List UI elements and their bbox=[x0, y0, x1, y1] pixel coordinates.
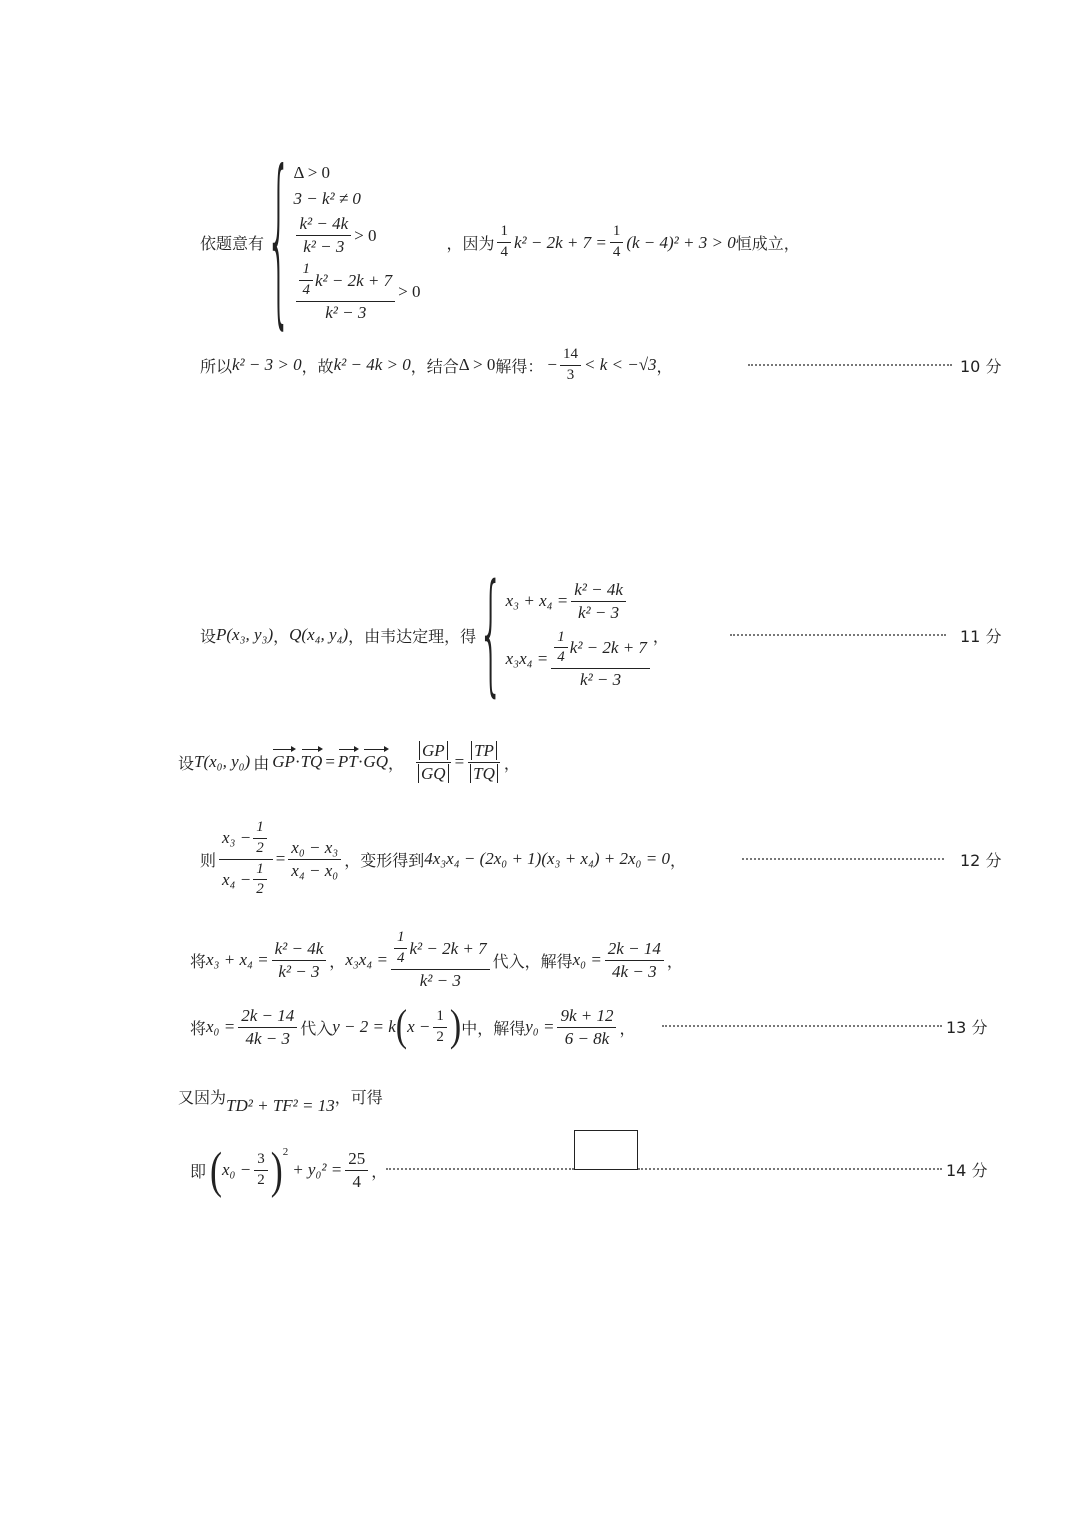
y0-lead: 将 bbox=[190, 1018, 207, 1038]
y0-comma: ， bbox=[619, 1018, 636, 1038]
dots-13 bbox=[662, 1025, 942, 1027]
sub-sum-fraction: $\frac{\text{k² − 4k}}{\text{k² − 3}}$ bbox=[272, 940, 327, 981]
cond4-relation: > 0 bbox=[398, 281, 421, 301]
result-comma: ， bbox=[656, 356, 673, 376]
so-expr: k² − 3 > 0 bbox=[232, 355, 302, 374]
sub-comma: ， bbox=[329, 951, 346, 971]
vieta-brace: { bbox=[478, 559, 504, 711]
transform-text: ，变形得到 bbox=[344, 850, 425, 870]
transform-line bbox=[200, 815, 686, 903]
sep-comma: ， bbox=[273, 626, 290, 646]
dots-11 bbox=[730, 634, 946, 636]
solve-text: 解得： bbox=[495, 356, 544, 376]
circle-rhs: $\frac{25}{4}$ bbox=[345, 1150, 368, 1191]
circle-square: 2 bbox=[282, 1146, 289, 1158]
condition-system-line bbox=[200, 136, 800, 349]
cond-delta: Δ > 0 bbox=[293, 163, 331, 183]
x0-lhs: x₀ = bbox=[572, 950, 602, 969]
ratio-right: $\frac{TP}{TQ}$ bbox=[467, 742, 501, 783]
cond3-relation: > 0 bbox=[354, 225, 377, 245]
quarter-fraction: $\frac{1}{4}$ bbox=[497, 224, 511, 261]
point-p: P(x₃, y₃) bbox=[216, 625, 274, 644]
combine-expr: Δ > 0 bbox=[458, 355, 496, 374]
condition-system bbox=[264, 136, 421, 349]
score-10: 10 分 bbox=[960, 357, 1002, 376]
dots-12 bbox=[742, 858, 944, 860]
by-text: 由 bbox=[253, 753, 270, 773]
sub-prod-fraction: $\frac{1}{4}$ k² − 2k + 7 k² − 3 bbox=[391, 930, 490, 989]
always-true-text: 恒成立， bbox=[735, 234, 800, 253]
therefore-text: ，故 bbox=[301, 356, 334, 376]
score-13: 13 分 bbox=[946, 1018, 988, 1037]
left-brace: { bbox=[266, 136, 292, 349]
result-line-10 bbox=[200, 342, 673, 388]
transform-comma: ， bbox=[669, 850, 686, 870]
set-text: 设 bbox=[200, 626, 217, 646]
right-ratio: $\frac{\text{x₀ − x₃}}{\text{x₄ − x₀}}$ bbox=[288, 839, 341, 880]
y0-lhs: y₀ = bbox=[525, 1017, 555, 1036]
result-minus: − bbox=[547, 355, 557, 374]
equals-12: = bbox=[275, 849, 286, 868]
score-14: 14 分 bbox=[946, 1161, 988, 1180]
vector-gp: GP bbox=[272, 752, 295, 771]
substitute-line bbox=[190, 925, 683, 995]
vector-line: 设 T(x₀, y₀) 由 GP · TQ = PT · GQ ， $\frac{GP}{GQ}$ = $\frac{TP}{TQ}$ ， bbox=[178, 740, 520, 783]
vector-gq: GQ bbox=[363, 752, 388, 771]
ratio-comma: ， bbox=[503, 753, 520, 773]
vieta-text: ，由韦达定理，得 bbox=[348, 626, 477, 646]
circle-frac: $\frac{3}{2}$ bbox=[254, 1152, 268, 1189]
combine-text: ，结合 bbox=[410, 356, 459, 376]
identity-left: k² − 2k + 7 = bbox=[513, 232, 607, 252]
left-ratio: x₃ − $\frac{1}{2}$ x₄ − $\frac{1}{2}$ bbox=[219, 820, 273, 898]
sub-prod-lhs: x₃x₄ = bbox=[345, 950, 388, 969]
blank-answer-box[interactable] bbox=[574, 1130, 638, 1170]
result-fraction: $\frac{14}{3}$ bbox=[560, 347, 581, 384]
x0-comma: ， bbox=[666, 951, 683, 971]
line-eq-left: y − 2 = k bbox=[332, 1017, 396, 1036]
score-12: 12 分 bbox=[960, 851, 1002, 870]
point-t: T(x₀, y₀) bbox=[194, 752, 251, 771]
circle-x-part: x₀ − bbox=[222, 1160, 252, 1179]
dots-10 bbox=[748, 364, 952, 366]
set-t-text: 设 bbox=[178, 753, 195, 773]
y0-solve-text: 中，解得 bbox=[461, 1018, 526, 1038]
cond-nonzero: 3 − k² ≠ 0 bbox=[293, 189, 361, 209]
y0-x0-fraction: $\frac{2k - 14}{4k - 3}$ bbox=[238, 1007, 297, 1048]
line-half: $\frac{1}{2}$ bbox=[433, 1009, 447, 1046]
vieta-comma: ， bbox=[652, 626, 669, 646]
because-text: ，因为 bbox=[446, 234, 495, 253]
vieta-system bbox=[476, 559, 653, 711]
distance-line bbox=[178, 1085, 383, 1115]
sum-fraction: $\frac{\text{k² − 4k}}{\text{k² − 3}}$ bbox=[571, 581, 626, 622]
equals: = bbox=[325, 752, 335, 771]
dot-1: · bbox=[294, 752, 301, 771]
prod-fraction: $\frac{1}{4}$ k² − 2k + 7 k² − 3 bbox=[551, 630, 650, 689]
namely-text: 即 bbox=[190, 1161, 207, 1181]
ratio-left: $\frac{GP}{GQ}$ bbox=[415, 742, 452, 783]
circle-line: 即 ( x₀ − $\frac{3}{2}$ ) 2 + y₀² = $\frac{25}{4}$ ， bbox=[190, 1142, 388, 1198]
cond4-fraction: $\frac{1}{4}$ k² − 2k + 7 k² − 3 bbox=[296, 262, 395, 321]
quarter-fraction-2: $\frac{1}{4}$ bbox=[610, 224, 624, 261]
prod-lhs: x₃x₄ = bbox=[505, 649, 549, 669]
score-11: 11 分 bbox=[960, 627, 1002, 646]
vector-tq: TQ bbox=[300, 752, 323, 771]
distance-equation: TD² + TF² = 13 bbox=[226, 1096, 335, 1115]
dots-14a bbox=[386, 1168, 574, 1170]
sum-lhs: x₃ + x₄ = bbox=[505, 591, 569, 611]
line-eq-inner: x − bbox=[407, 1017, 431, 1036]
y0-fraction: $\frac{9k + 12}{6 - 8k}$ bbox=[557, 1007, 616, 1048]
can-get-text: ，可得 bbox=[334, 1088, 383, 1107]
y0-line: 将 x₀ = $\frac{2k - 14}{4k - 3}$ 代入 y − 2 = k ( x − $\frac{1}{2}$ ) 中，解得 y₀ = $\frac{9k + 12}{6 - 8k}$ ， bbox=[190, 1002, 636, 1051]
x0-fraction: $\frac{2k - 14}{4k - 3}$ bbox=[605, 940, 664, 981]
circle-plus: + y₀² = bbox=[292, 1160, 343, 1179]
y0-sub-text: 代入 bbox=[300, 1018, 333, 1038]
sub-sum-lhs: x₃ + x₄ = bbox=[206, 950, 269, 969]
cond3-fraction: $\frac{\text{k² − 4k}}{\text{k² − 3}}$ bbox=[296, 215, 351, 256]
therefore-expr: k² − 4k > 0 bbox=[333, 355, 411, 374]
vector-pt: PT bbox=[337, 752, 358, 771]
sub-solve-text: 代入，解得 bbox=[492, 951, 573, 971]
also-because-text: 又因为 bbox=[178, 1088, 227, 1107]
y0-x0-lhs: x₀ = bbox=[206, 1017, 236, 1036]
sub-lead: 将 bbox=[190, 951, 207, 971]
vieta-line bbox=[200, 559, 669, 711]
identity-right: (k − 4)² + 3 > 0 bbox=[626, 232, 736, 252]
transformed-equation: 4x₃x₄ − (2x₀ + 1)(x₃ + x₄) + 2x₀ = 0 bbox=[424, 849, 670, 868]
so-text: 所以 bbox=[200, 356, 233, 376]
result-range: < k < −√3 bbox=[583, 355, 657, 374]
point-q: Q(x₄, y₄) bbox=[289, 625, 349, 644]
then-text: 则 bbox=[200, 850, 217, 870]
dots-14b bbox=[638, 1168, 942, 1170]
dot-2: · bbox=[357, 752, 364, 771]
vec-comma: ， bbox=[387, 753, 404, 773]
circle-comma: ， bbox=[371, 1161, 388, 1181]
intro-text: 依题意有 bbox=[200, 234, 265, 253]
